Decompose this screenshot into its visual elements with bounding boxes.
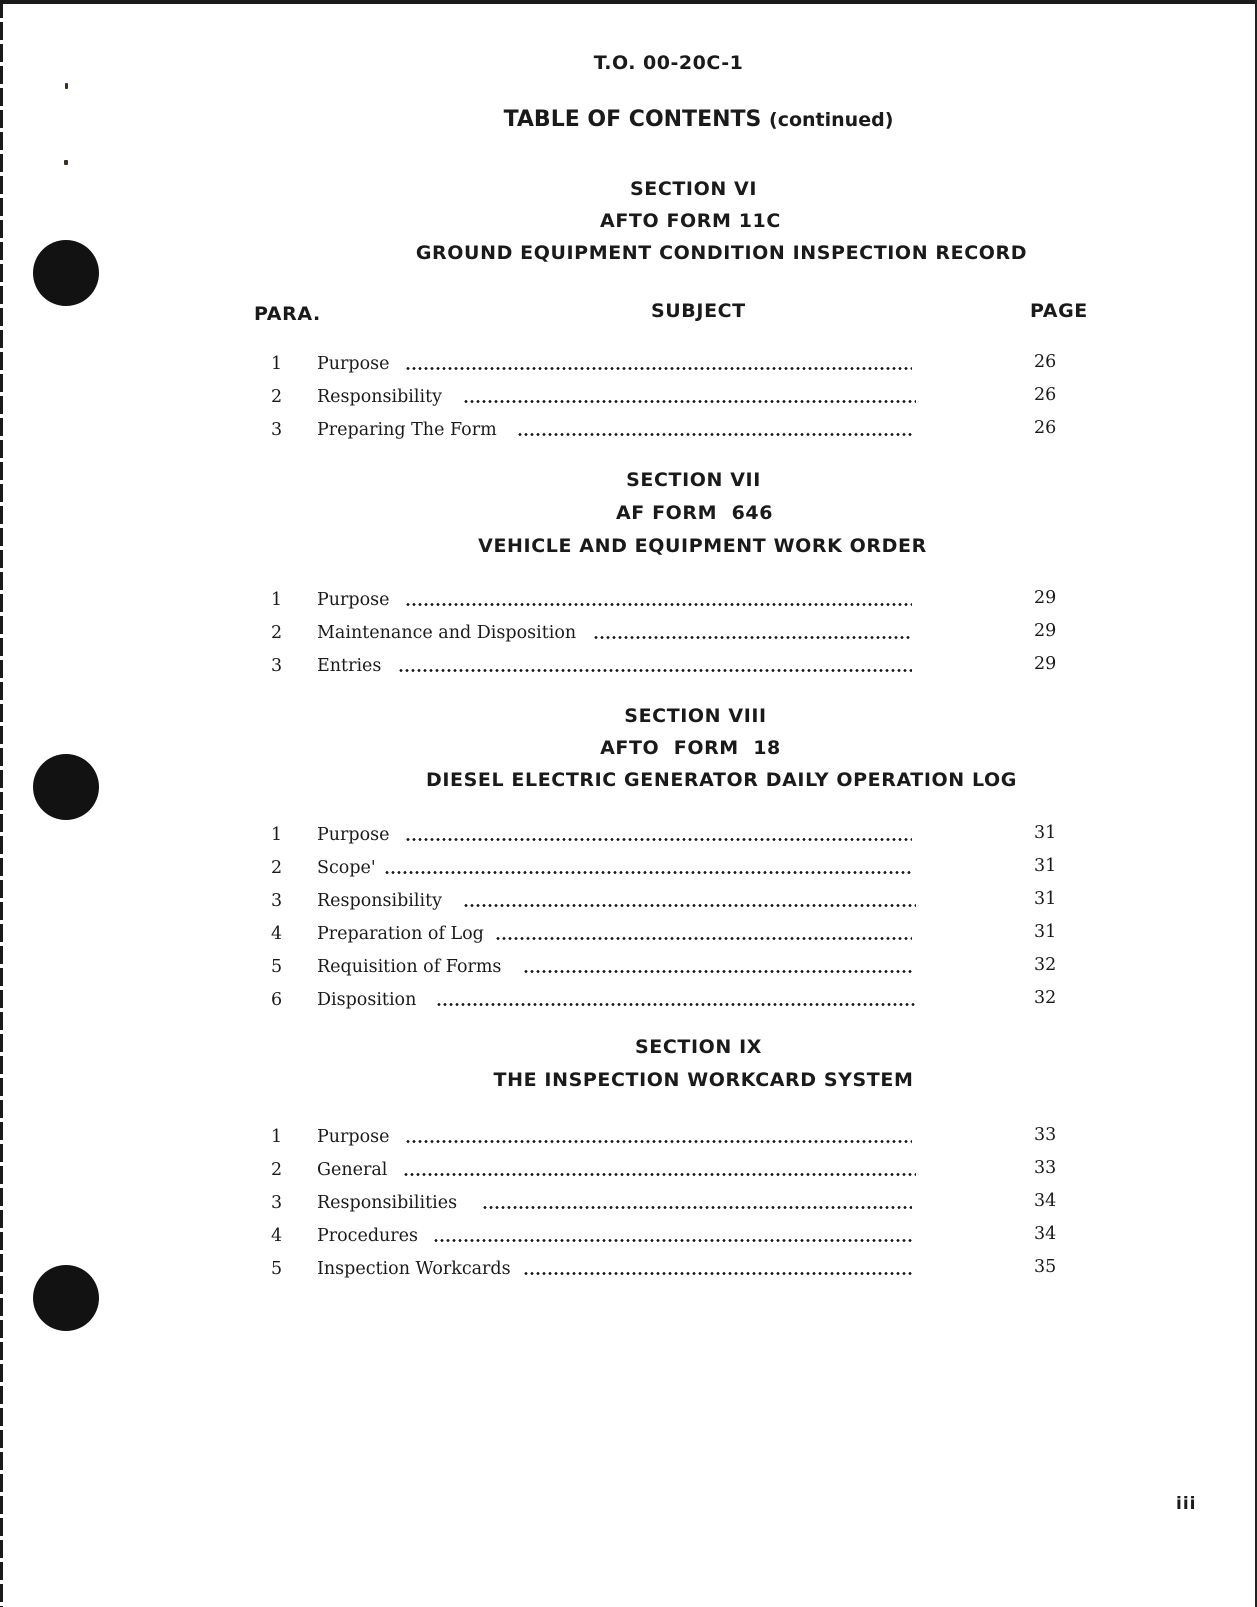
toc-entry[interactable]: [0, 1193, 1257, 1221]
scan-speck: [64, 160, 68, 165]
para-number: 5: [271, 957, 283, 977]
entry-page: 26: [1034, 418, 1057, 438]
entry-page: 33: [1034, 1158, 1057, 1178]
entry-subject: Entries: [317, 656, 382, 676]
toc-entry[interactable]: [0, 990, 1257, 1018]
dot-leader: [384, 871, 912, 874]
dot-leader: [523, 970, 912, 973]
dot-leader: [593, 636, 912, 639]
toc-entry[interactable]: [0, 387, 1257, 415]
entry-subject: Purpose: [317, 590, 390, 610]
entry-page: 34: [1034, 1224, 1057, 1244]
section-vi-title: GROUND EQUIPMENT CONDITION INSPECTION RECORD: [415, 242, 1028, 264]
entry-subject: Inspection Workcards: [317, 1259, 511, 1279]
entry-page: 34: [1034, 1191, 1057, 1211]
entry-page: 31: [1034, 856, 1057, 876]
entry-subject: Requisition of Forms: [317, 957, 502, 977]
column-header-page: PAGE: [1030, 300, 1088, 322]
entry-subject: Responsibility: [317, 387, 443, 407]
toc-entry[interactable]: [0, 825, 1257, 853]
para-number: 2: [271, 623, 283, 643]
para-number: 2: [271, 1160, 283, 1180]
dot-leader: [463, 400, 916, 403]
entry-subject: Scope': [317, 858, 376, 878]
toc-entry[interactable]: [0, 420, 1257, 448]
entry-page: 29: [1034, 588, 1057, 608]
entry-subject: Maintenance and Disposition: [317, 623, 577, 643]
page-top-edge: [0, 0, 1257, 4]
scan-speck: [65, 83, 68, 89]
column-header-para: PARA.: [254, 303, 321, 325]
entry-page: 32: [1034, 955, 1057, 975]
toc-entry[interactable]: [0, 623, 1257, 651]
entry-subject: General: [317, 1160, 388, 1180]
para-number: 6: [271, 990, 283, 1010]
dot-leader: [517, 433, 912, 436]
entry-page: 32: [1034, 988, 1057, 1008]
para-number: 5: [271, 1259, 283, 1279]
toc-title-text: TABLE OF CONTENTS: [503, 107, 762, 132]
para-number: 4: [271, 924, 283, 944]
toc-entry[interactable]: [0, 354, 1257, 382]
toc-title-suffix: (continued): [769, 109, 894, 131]
toc-entry[interactable]: [0, 656, 1257, 684]
entry-subject: Responsibilities: [317, 1193, 458, 1213]
column-header-subject: SUBJECT: [651, 300, 746, 322]
para-number: 1: [271, 354, 283, 374]
dot-leader: [436, 1003, 916, 1006]
dot-leader: [398, 669, 912, 672]
section-viii-title: DIESEL ELECTRIC GENERATOR DAILY OPERATION LOG: [426, 769, 1017, 791]
para-number: 4: [271, 1226, 283, 1246]
dot-leader: [523, 1272, 912, 1275]
dot-leader: [403, 1173, 916, 1176]
dot-leader: [405, 367, 912, 370]
entry-subject: Preparation of Log: [317, 924, 484, 944]
document-id: T.O. 00-20C-1: [593, 52, 744, 74]
section-vii-title: VEHICLE AND EQUIPMENT WORK ORDER: [478, 535, 927, 557]
entry-subject: Purpose: [317, 354, 390, 374]
entry-subject: Procedures: [317, 1226, 419, 1246]
toc-entry[interactable]: [0, 590, 1257, 618]
dot-leader: [482, 1206, 912, 1209]
para-number: 3: [271, 891, 283, 911]
toc-entry[interactable]: [0, 858, 1257, 886]
section-vi-form: AFTO FORM 11C: [600, 210, 781, 232]
entry-page: 33: [1034, 1125, 1057, 1145]
section-ix-label: SECTION IX: [634, 1036, 763, 1058]
entry-subject: Purpose: [317, 825, 390, 845]
para-number: 2: [271, 387, 283, 407]
page-number: iii: [1176, 1494, 1197, 1514]
dot-leader: [405, 603, 912, 606]
toc-entry[interactable]: [0, 1226, 1257, 1254]
page-title: [0, 107, 1257, 132]
entry-subject: Disposition: [317, 990, 417, 1010]
dot-leader: [495, 937, 912, 940]
toc-entry[interactable]: [0, 957, 1257, 985]
toc-entry[interactable]: [0, 1259, 1257, 1287]
entry-page: 31: [1034, 823, 1057, 843]
para-number: 3: [271, 1193, 283, 1213]
toc-entry[interactable]: [0, 1160, 1257, 1188]
toc-entry[interactable]: [0, 891, 1257, 919]
dot-leader: [463, 904, 916, 907]
entry-page: 29: [1034, 654, 1057, 674]
dot-leader: [405, 838, 912, 841]
para-number: 2: [271, 858, 283, 878]
section-vii-label: SECTION VII: [626, 469, 761, 491]
entry-subject: Preparing The Form: [317, 420, 497, 440]
section-ix-title: THE INSPECTION WORKCARD SYSTEM: [493, 1069, 914, 1091]
dot-leader: [405, 1140, 912, 1143]
entry-page: 26: [1034, 385, 1057, 405]
toc-entry[interactable]: [0, 1127, 1257, 1155]
entry-subject: Purpose: [317, 1127, 390, 1147]
para-number: 1: [271, 825, 283, 845]
section-vii-form: AF FORM 646: [615, 502, 774, 524]
entry-page: 26: [1034, 352, 1057, 372]
para-number: 1: [271, 1127, 283, 1147]
entry-subject: Responsibility: [317, 891, 443, 911]
entry-page: 35: [1034, 1257, 1057, 1277]
section-viii-form: AFTO FORM 18: [600, 737, 781, 759]
toc-entry[interactable]: [0, 924, 1257, 952]
section-vi-label: SECTION VI: [629, 178, 758, 200]
section-viii-label: SECTION VIII: [624, 705, 767, 727]
para-number: 1: [271, 590, 283, 610]
dot-leader: [433, 1239, 912, 1242]
entry-page: 31: [1034, 922, 1057, 942]
para-number: 3: [271, 656, 283, 676]
entry-page: 31: [1034, 889, 1057, 909]
para-number: 3: [271, 420, 283, 440]
entry-page: 29: [1034, 621, 1057, 641]
